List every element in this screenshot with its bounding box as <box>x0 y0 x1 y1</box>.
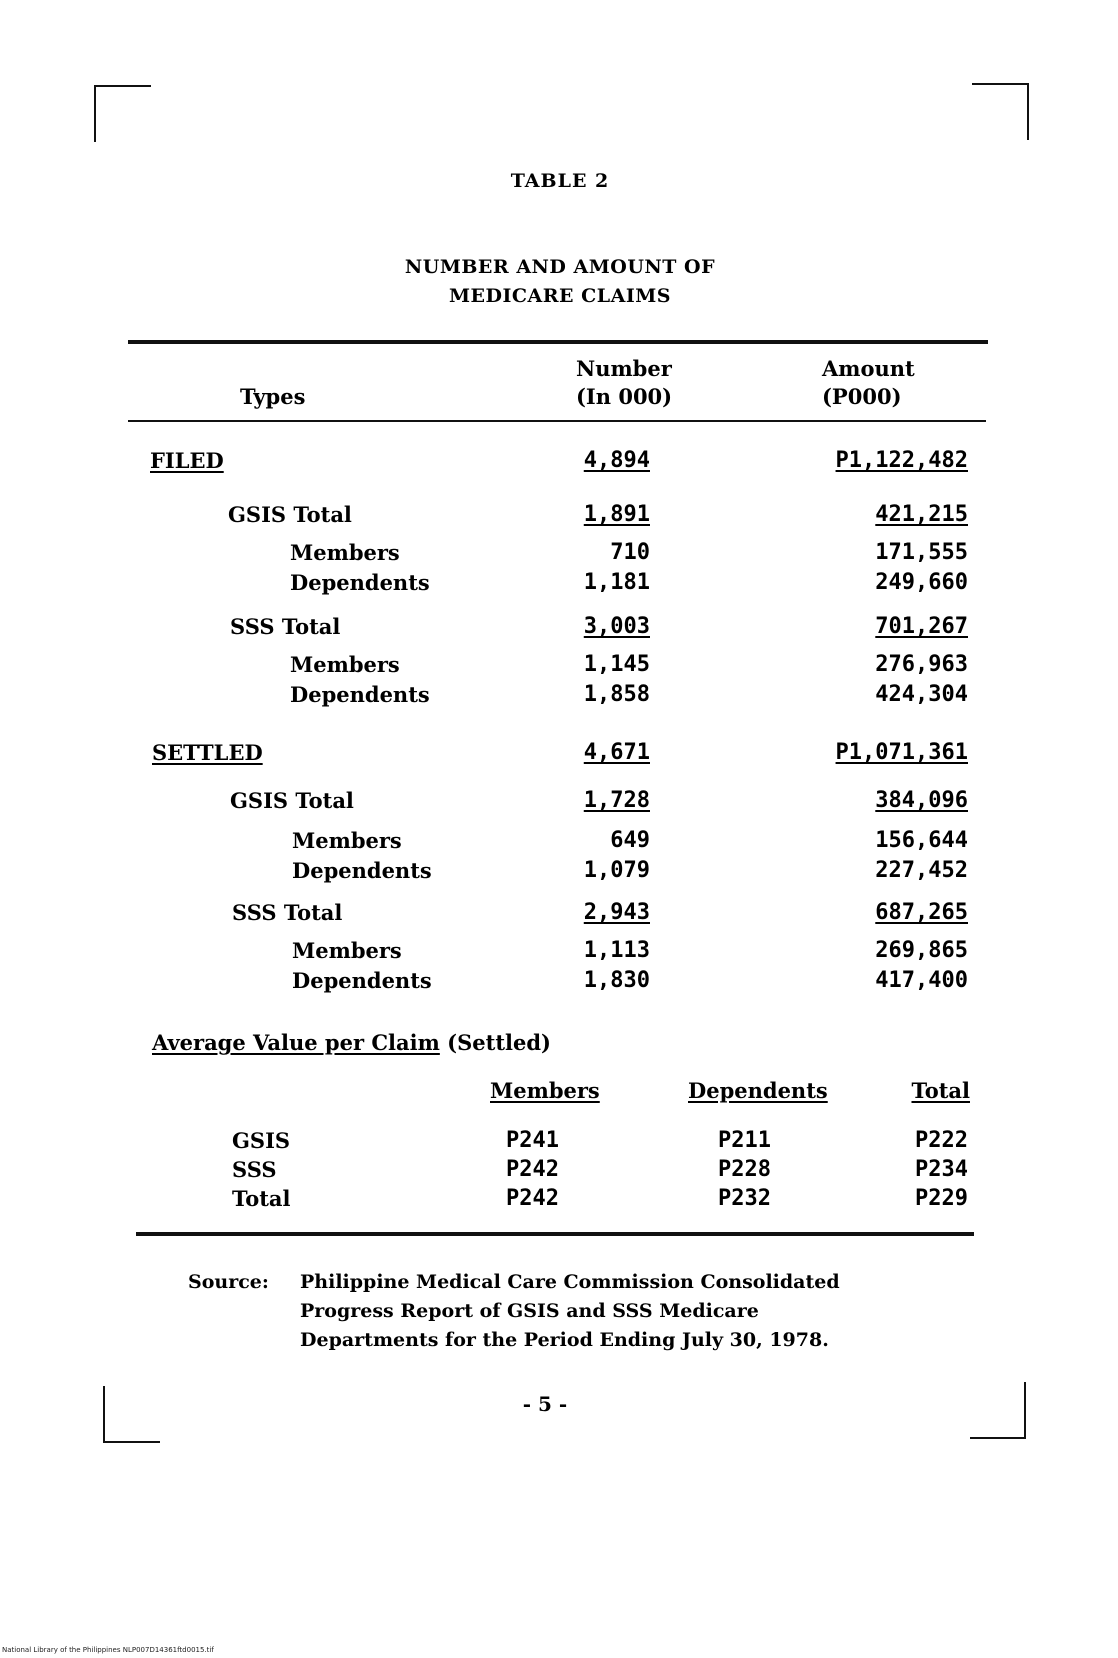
average-heading-text: Average Value per Claim <box>152 1030 440 1055</box>
average-heading <box>152 1030 551 1055</box>
filed-gsis-members-number: 710 <box>610 540 650 565</box>
col-header-amount-line2: (P000) <box>822 384 902 409</box>
filed-gsis-dependents-number: 1,181 <box>583 570 650 595</box>
settled-gsis-total-number: 1,728 <box>583 788 650 813</box>
filed-gsis-members-amount: 171,555 <box>875 540 968 565</box>
filed-sss-members-amount: 276,963 <box>875 652 968 677</box>
filed-sss-members-label: Members <box>290 652 400 677</box>
avg-row-gsis-total: P222 <box>915 1128 968 1153</box>
col-header-number-line2: (In 000) <box>576 384 673 409</box>
source-label: Source: <box>188 1271 269 1293</box>
col-header-amount-line1: Amount <box>822 356 915 381</box>
crop-mark-top-left <box>94 85 151 142</box>
col-header-number-line1: Number <box>576 356 672 381</box>
filed-amount: P1,122,482 <box>835 448 968 473</box>
settled-gsis-dependents-label: Dependents <box>292 858 432 883</box>
avg-col-total: Total <box>911 1078 970 1103</box>
source-line2: Progress Report of GSIS and SSS Medicare <box>300 1300 759 1322</box>
settled-sss-total-label: SSS Total <box>232 900 343 925</box>
table-title-line1: NUMBER AND AMOUNT OF <box>404 256 716 278</box>
avg-row-gsis-label: GSIS <box>232 1128 291 1153</box>
settled-gsis-total-amount: 384,096 <box>875 788 968 813</box>
avg-row-gsis-dependents: P211 <box>718 1128 771 1153</box>
avg-row-total-members: P242 <box>506 1186 559 1211</box>
section-settled-label: SETTLED <box>152 740 263 765</box>
top-rule <box>128 340 988 344</box>
settled-gsis-members-amount: 156,644 <box>875 828 968 853</box>
filed-gsis-total-label: GSIS Total <box>228 502 352 527</box>
filed-gsis-total-amount: 421,215 <box>875 502 968 527</box>
filed-sss-total-label: SSS Total <box>230 614 341 639</box>
avg-row-sss-members: P242 <box>506 1157 559 1182</box>
avg-col-dependents: Dependents <box>688 1078 828 1103</box>
average-heading-suffix: (Settled) <box>447 1030 551 1055</box>
avg-row-sss-total: P234 <box>915 1157 968 1182</box>
crop-mark-bottom-right <box>970 1382 1026 1439</box>
filed-gsis-total-number: 1,891 <box>583 502 650 527</box>
avg-row-gsis-members: P241 <box>506 1128 559 1153</box>
crop-mark-bottom-left <box>103 1386 160 1443</box>
settled-sss-total-number: 2,943 <box>583 900 650 925</box>
filed-sss-members-number: 1,145 <box>583 652 650 677</box>
avg-row-sss-label: SSS <box>232 1157 277 1182</box>
header-rule <box>128 420 986 422</box>
settled-sss-members-number: 1,113 <box>583 938 650 963</box>
bottom-rule <box>136 1232 974 1236</box>
avg-row-total-label: Total <box>232 1186 291 1211</box>
source-line3: Departments for the Period Ending July 30, 1978. <box>300 1329 829 1351</box>
settled-gsis-members-label: Members <box>292 828 402 853</box>
table-label: TABLE 2 <box>510 170 610 192</box>
crop-mark-top-right <box>972 83 1029 140</box>
settled-amount: P1,071,361 <box>835 740 968 765</box>
settled-gsis-total-label: GSIS Total <box>230 788 354 813</box>
filed-sss-dependents-amount: 424,304 <box>875 682 968 707</box>
section-filed-label: FILED <box>150 448 224 473</box>
settled-sss-total-amount: 687,265 <box>875 900 968 925</box>
source-line1: Philippine Medical Care Commission Consolidated <box>300 1271 840 1293</box>
settled-gsis-dependents-amount: 227,452 <box>875 858 968 883</box>
page-number: - 5 - <box>522 1392 568 1416</box>
settled-sss-members-amount: 269,865 <box>875 938 968 963</box>
filed-number: 4,894 <box>583 448 650 473</box>
filed-gsis-dependents-amount: 249,660 <box>875 570 968 595</box>
table-title-line2: MEDICARE CLAIMS <box>449 285 671 307</box>
filed-sss-total-amount: 701,267 <box>875 614 968 639</box>
filed-sss-dependents-number: 1,858 <box>583 682 650 707</box>
settled-sss-members-label: Members <box>292 938 402 963</box>
avg-row-sss-dependents: P228 <box>718 1157 771 1182</box>
avg-row-total-total: P229 <box>915 1186 968 1211</box>
settled-sss-dependents-amount: 417,400 <box>875 968 968 993</box>
settled-number: 4,671 <box>583 740 650 765</box>
settled-sss-dependents-number: 1,830 <box>583 968 650 993</box>
scan-footer: National Library of the Philippines NLP007D14361ftd0015.tif <box>2 1646 214 1654</box>
settled-gsis-members-number: 649 <box>610 828 650 853</box>
filed-gsis-dependents-label: Dependents <box>290 570 430 595</box>
filed-sss-dependents-label: Dependents <box>290 682 430 707</box>
avg-row-total-dependents: P232 <box>718 1186 771 1211</box>
col-header-types: Types <box>240 384 306 409</box>
avg-col-members: Members <box>490 1078 600 1103</box>
settled-gsis-dependents-number: 1,079 <box>583 858 650 883</box>
filed-gsis-members-label: Members <box>290 540 400 565</box>
settled-sss-dependents-label: Dependents <box>292 968 432 993</box>
filed-sss-total-number: 3,003 <box>583 614 650 639</box>
